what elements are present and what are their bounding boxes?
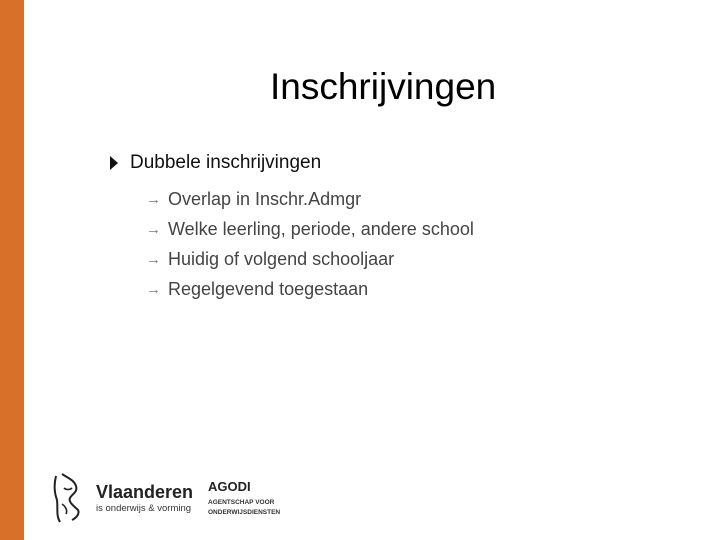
sub-bullet-list: [146, 184, 474, 304]
arrow-bullet-icon: →: [146, 220, 161, 238]
sub-bullet-item: [146, 244, 474, 274]
accent-sidebar: [0, 0, 24, 540]
agodi-subtitle-line: AGENTSCHAP VOOR: [208, 499, 275, 506]
arrow-bullet-icon: →: [146, 250, 161, 268]
vlaanderen-lion-icon: [48, 470, 88, 526]
vlaanderen-tagline: is onderwijs & vorming: [96, 503, 192, 514]
slide-title: Inschrijvingen: [270, 66, 497, 107]
agodi-subtitle-line: ONDERWIJSDIENSTEN: [208, 509, 281, 516]
sub-bullet-text: Welke leerling, periode, andere school: [168, 218, 474, 239]
sub-bullet-item: [146, 214, 474, 244]
agodi-logo-text: AGODI: [208, 479, 251, 494]
sub-bullet-text: Overlap in Inschr.Admgr: [168, 188, 362, 209]
triangle-bullet-icon: [110, 156, 118, 170]
arrow-bullet-icon: →: [146, 190, 161, 208]
main-bullet: [110, 152, 321, 174]
sub-bullet-item: [146, 274, 474, 304]
sub-bullet-text: Regelgevend toegestaan: [168, 278, 369, 299]
arrow-bullet-icon: →: [146, 280, 161, 298]
main-bullet-text: Dubbele inschrijvingen: [130, 152, 322, 173]
vlaanderen-logo-text: Vlaanderen: [96, 482, 194, 502]
agodi-subtitle: [208, 498, 280, 518]
sub-bullet-item: [146, 184, 474, 214]
sub-bullet-text: Huidig of volgend schooljaar: [168, 248, 395, 269]
